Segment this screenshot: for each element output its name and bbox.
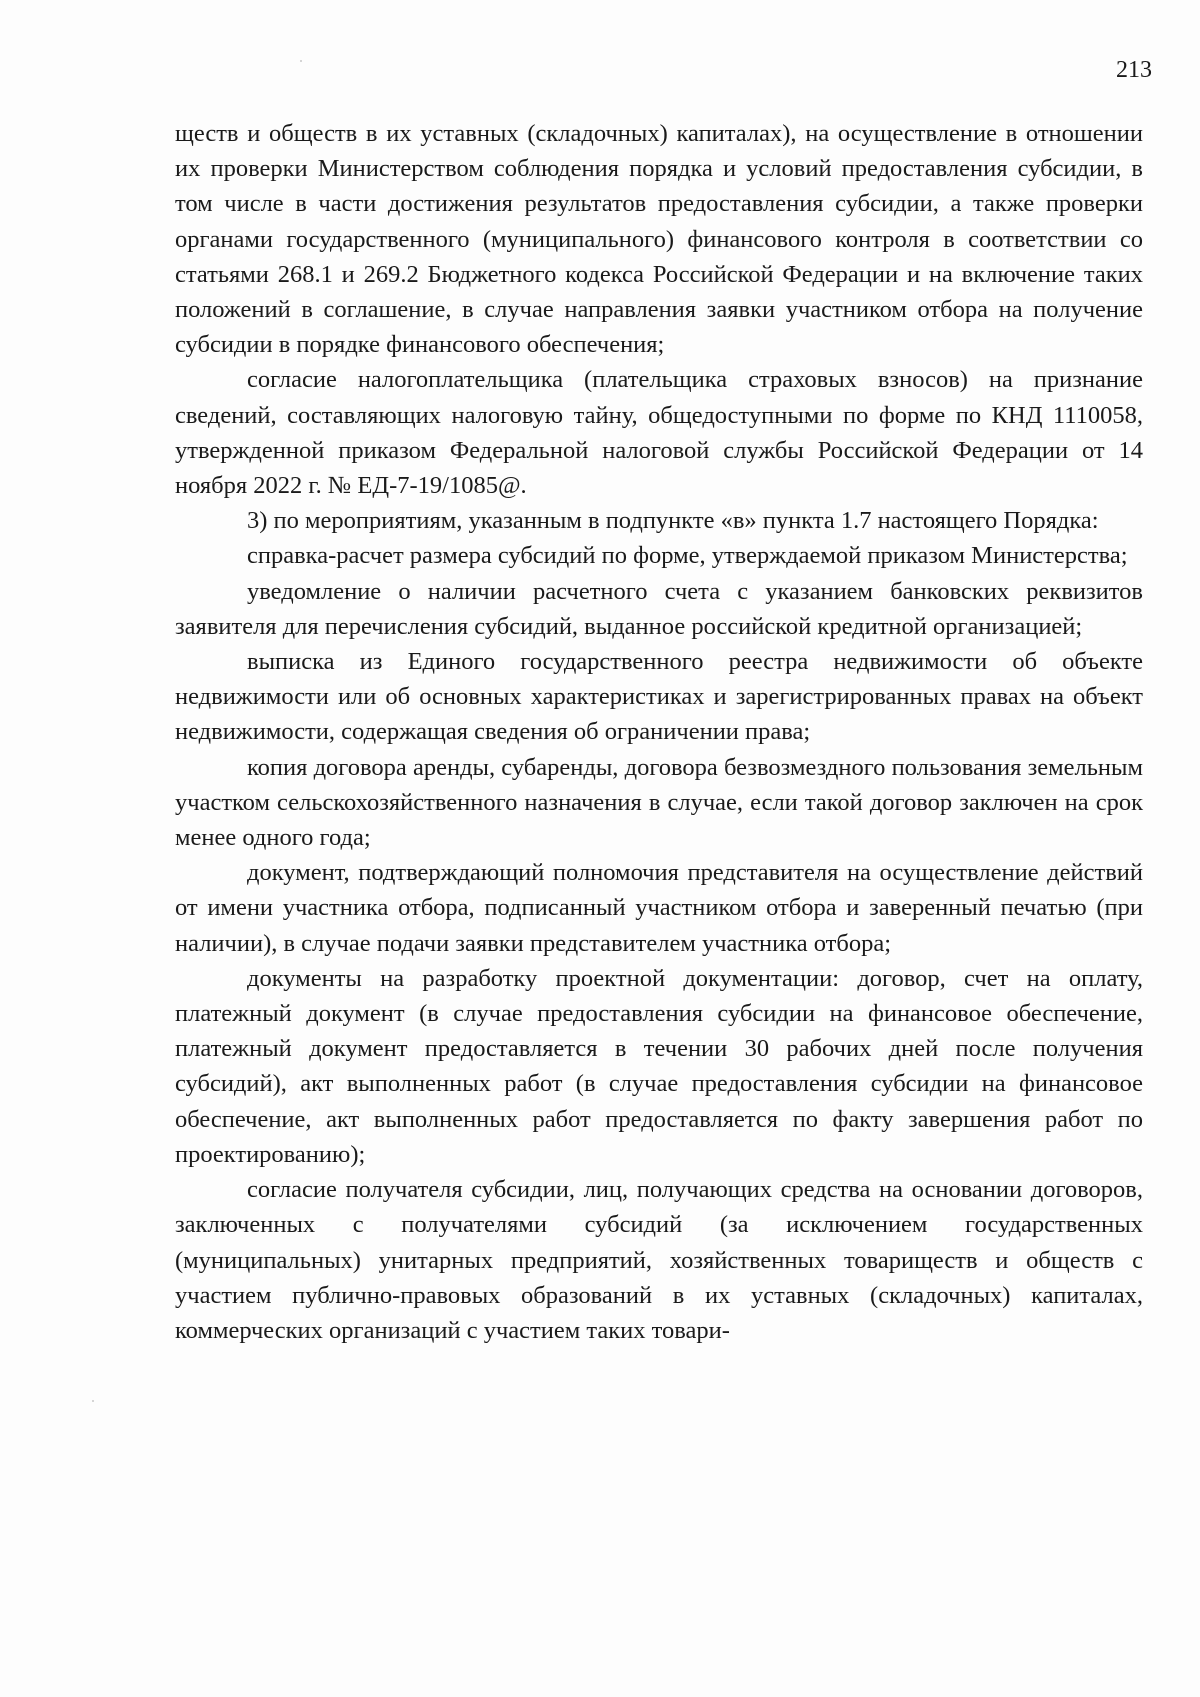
- paragraph-recipient-consent: согласие получателя субсидии, лиц, получающих средства на основании договоров, заключенных с получателями субсидий (за исключением государственных (муниципальных) унитарных предприятий, хозяйственных товариществ и обществ с участием публично-правовых образований в их уставных (складочных) капиталах, коммерческих организаций с участием таких товари-: [175, 1176, 1143, 1344]
- scan-speck: [92, 1400, 94, 1402]
- scan-speck: [300, 60, 302, 62]
- paragraph-calculation-certificate: справка-расчет размера субсидий по форме, утверждаемой приказом Министерства;: [247, 542, 1128, 570]
- paragraph-design-documents: документы на разработку проектной документации: договор, счет на оплату, платежный документ (в случае предоставления субсидии на финансовое обеспечение, платежный документ предоставляется в течении 30 рабочих дней после получения субсидий), акт выполненных работ (в случае предоставления субсидии на финансовое обеспечение, акт выполненных работ предоставляется по факту завершения работ по проектированию);: [175, 964, 1143, 1168]
- paragraph-registry-extract: выписка из Единого государственного реестра недвижимости об объекте недвижимости или об основных характеристиках и зарегистрированных правах на объект недвижимости, содержащая сведения об ограничении права;: [175, 648, 1143, 746]
- page-number: 213: [1116, 57, 1152, 83]
- paragraph-taxpayer-consent: согласие налогоплательщика (плательщика страховых взносов) на признание сведений, составляющих налоговую тайну, общедоступными по форме по КНД 1110058, утвержденной приказом Федеральной налоговой службы Российской Федерации от 14 ноября 2022 г. № ЕД-7-19/1085@.: [175, 366, 1143, 500]
- paragraph-lease-copy: копия договора аренды, субаренды, договора безвозмездного пользования земельным участком сельскохозяйственного назначения в случае, если такой договор заключен на срок менее одного года;: [175, 753, 1143, 852]
- paragraph-bank-account-notice: уведомление о наличии расчетного счета с указанием банковских реквизитов заявителя для перечисления субсидий, выданное российской кредитной организацией;: [175, 577, 1143, 640]
- document-body: [175, 116, 1143, 1348]
- paragraph-continuation: ществ и обществ в их уставных (складочных) капиталах), на осуществление в отношении их проверки Министерством соблюдения порядка и условий предоставления субсидии, в том числе в части достижения результатов предоставления субсидии, а также проверки органами государственного (муниципального) финансового контроля в соответствии со статьями 268.1 и 269.2 Бюджетного кодекса Российской Федерации и на включение таких положений в соглашение, в случае направления заявки участником отбора на получение субсидии в порядке финансового обеспечения;: [175, 120, 1143, 359]
- paragraph-subitem-3: 3) по мероприятиям, указанным в подпункте «в» пункта 1.7 настоящего Порядка:: [247, 507, 1099, 535]
- paragraph-power-of-attorney: документ, подтверждающий полномочия представителя на осуществление действий от имени участника отбора, подписанный участником отбора и заверенный печатью (при наличии), в случае подачи заявки представителем участника отбора;: [175, 859, 1143, 957]
